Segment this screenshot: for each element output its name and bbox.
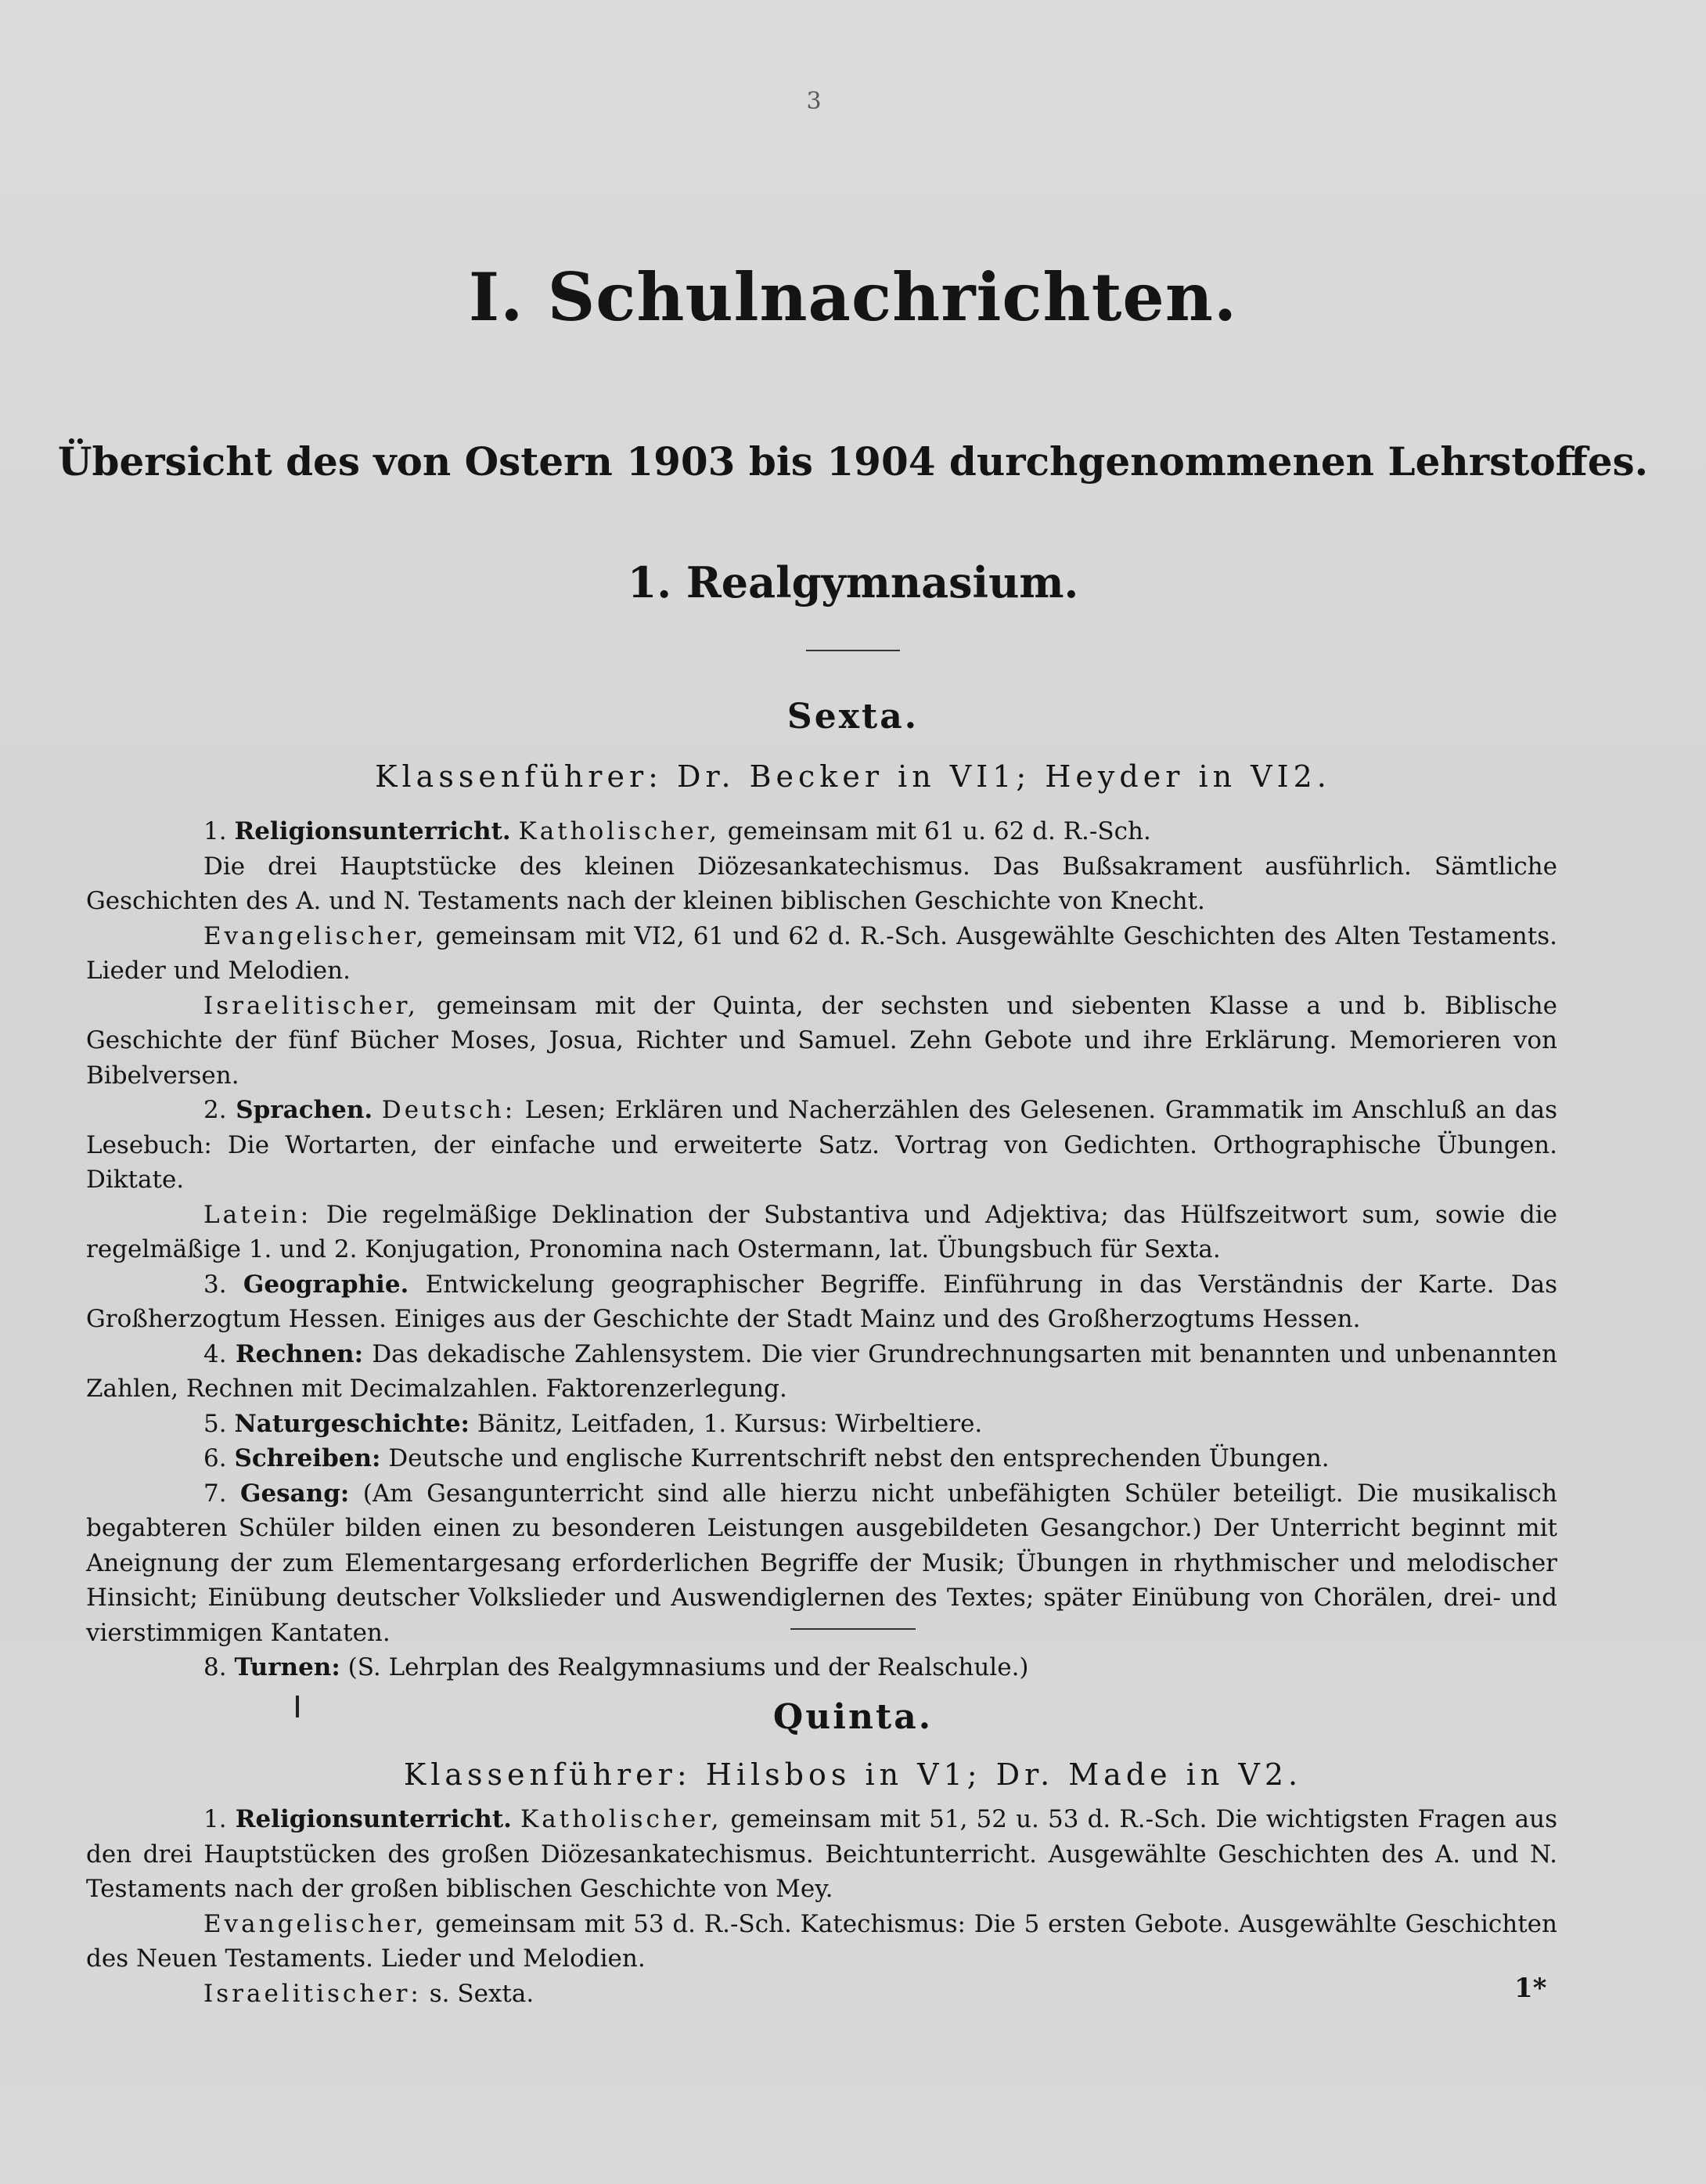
subject-keyword: Naturgeschichte: (234, 1409, 470, 1438)
signature-mark: 1* (1514, 1973, 1547, 2004)
curriculum-paragraph (86, 849, 1557, 919)
paragraph-text: Deutsche und englische Kurrentschrift nebst den entsprechenden Übungen. (388, 1444, 1330, 1472)
paragraph-text: (Am Gesangunterricht sind alle hierzu nicht unbefähigten Schüler beteiligt. Die musikalisch begabteren Schüler bilden einen zu besonderen Leistungen ausgebildeten Gesangchor.) Der Unterricht beginnt mit Aneignung der zum Elementargesang erforderlichen Begriffe der Musik; Übungen in rhythmischer und melodischer Hinsicht; Einübung deutscher Volkslieder und Auswendiglernen des Textes; später Einübung von Chorälen, drei- und vierstimmigen Kantaten. (86, 1479, 1558, 1647)
denomination-label: Israelitischer, (203, 991, 419, 1020)
class-leader-quinta: Klassenführer: Hilsbos in V1; Dr. Made in V2. (403, 1757, 1303, 1792)
page-number: 3 (806, 88, 822, 115)
curriculum-paragraph (86, 1407, 1557, 1442)
curriculum-paragraph (86, 989, 1557, 1094)
curriculum-paragraph (86, 1907, 1557, 1977)
curriculum-paragraph (86, 1476, 1557, 1651)
paragraph-text: Entwickelung geographischer Begriffe. Einführung in das Verständnis der Karte. Das Großherzogtum Hessen. Einiges aus der Geschichte der Stadt Mainz und des Großherzogtums Hessen. (86, 1270, 1557, 1333)
paragraph-text: Das dekadische Zahlensystem. Die vier Grundrechnungsarten mit benannten und unbenannten Zahlen, Rechnen mit Decimalzahlen. Faktorenzerlegung. (86, 1339, 1557, 1403)
denomination-label: Evangelischer, (203, 1909, 427, 1938)
class-leader-sexta: Klassenführer: Dr. Becker in VI1; Heyder in VI2. (375, 759, 1331, 794)
item-number: 1. (203, 817, 227, 845)
paragraph-text: Die drei Hauptstücke des kleinen Diözesankatechismus. Das Bußsakrament ausführlich. Sämtliche Geschichten des A. und N. Testaments nach der kleinen biblischen Geschichte von Knecht. (86, 852, 1557, 915)
curriculum-paragraph (86, 1337, 1557, 1407)
sub-heading: Übersicht des von Ostern 1903 bis 1904 durchgenommenen Lehrstoffes. (57, 438, 1649, 485)
paragraph-text: s. Sexta. (421, 1979, 534, 2008)
denomination-label: Latein: (203, 1200, 312, 1229)
item-number: 7. (203, 1479, 227, 1508)
curriculum-paragraph (86, 1650, 1557, 1685)
subject-keyword: Gesang: (239, 1479, 350, 1508)
curriculum-paragraph (86, 1441, 1557, 1476)
subject-keyword: Sprachen. (236, 1096, 373, 1124)
denomination-label: Israelitischer: (203, 1979, 422, 2008)
denomination-label: Evangelischer, (203, 921, 427, 950)
quinta-curriculum (86, 1802, 1557, 2011)
denomination-label: Katholischer, (520, 1805, 722, 1833)
paragraph-text: gemeinsam mit der Quinta, der sechsten und siebenten Klasse a und b. Biblische Geschichte der fünf Bücher Moses, Josua, Richter und Samuel. Zehn Gebote und ihre Erklärung. Memorieren von Bibelversen. (86, 991, 1557, 1090)
subject-keyword: Religionsunterricht. (234, 817, 511, 845)
paragraph-text: gemeinsam mit 53 d. R.-Sch. Katechismus: Die 5 ersten Gebote. Ausgewählte Geschichten des Neuen Testaments. Lieder und Melodien. (86, 1909, 1557, 1973)
class-title-quinta: Quinta. (772, 1697, 934, 1737)
curriculum-paragraph (86, 1267, 1557, 1337)
item-number: 2. (203, 1096, 227, 1124)
item-number: 3. (203, 1270, 227, 1299)
sexta-curriculum (86, 814, 1557, 1685)
item-number: 8. (203, 1653, 227, 1681)
paragraph-text: gemeinsam mit 61 u. 62 d. R.-Sch. (719, 817, 1151, 845)
subject-keyword: Turnen: (234, 1653, 340, 1681)
subject-keyword: Rechnen: (235, 1339, 364, 1368)
main-heading: I. Schulnachrichten. (468, 258, 1238, 336)
divider (806, 650, 900, 651)
curriculum-paragraph (86, 1093, 1557, 1198)
paragraph-text: Bänitz, Leitfaden, 1. Kursus: Wirbeltiere. (477, 1409, 983, 1438)
section-heading: 1. Realgymnasium. (627, 557, 1079, 607)
subject-keyword: Schreiben: (234, 1444, 381, 1472)
curriculum-paragraph (86, 1802, 1557, 1907)
curriculum-paragraph (86, 814, 1557, 849)
subject-keyword: Geographie. (243, 1270, 409, 1299)
class-title-sexta: Sexta. (786, 697, 920, 737)
paragraph-text: Die regelmäßige Deklination der Substantiva und Adjektiva; das Hülfszeitwort sum, sowie die regelmäßige 1. und 2. Konjugation, Pronomina nach Ostermann, lat. Übungsbuch für Sexta. (86, 1200, 1557, 1263)
curriculum-paragraph (86, 1198, 1557, 1267)
item-number: 5. (203, 1409, 227, 1438)
divider (790, 1628, 916, 1630)
denomination-label: Deutsch: (381, 1096, 516, 1124)
paragraph-text: gemeinsam mit 51, 52 u. 53 d. R.-Sch. Die wichtigsten Fragen aus den drei Hauptstücken des großen Diözesankatechismus. Beichtunterricht. Ausgewählte Geschichten des A. und N. Testaments nach der großen biblischen Geschichte von Mey. (86, 1805, 1557, 1903)
curriculum-paragraph (86, 919, 1557, 989)
item-number: 4. (203, 1339, 227, 1368)
item-number: 1. (203, 1805, 227, 1833)
paragraph-text: Lesen; Erklären und Nacherzählen des Gelesenen. Grammatik im Anschluß an das Lesebuch: Die Wortarten, der einfache und erweiterte Satz. Vortrag von Gedichten. Orthographische Übungen. Diktate. (86, 1096, 1557, 1194)
item-number: 6. (203, 1444, 227, 1472)
paragraph-text: gemeinsam mit VI2, 61 und 62 d. R.-Sch. Ausgewählte Geschichten des Alten Testaments. Lieder und Melodien. (86, 921, 1557, 985)
subject-keyword: Religionsunterricht. (235, 1805, 512, 1833)
curriculum-paragraph (86, 1977, 1557, 2012)
paragraph-text: (S. Lehrplan des Realgymnasiums und der Realschule.) (347, 1653, 1029, 1681)
denomination-label: Katholischer, (518, 817, 720, 845)
